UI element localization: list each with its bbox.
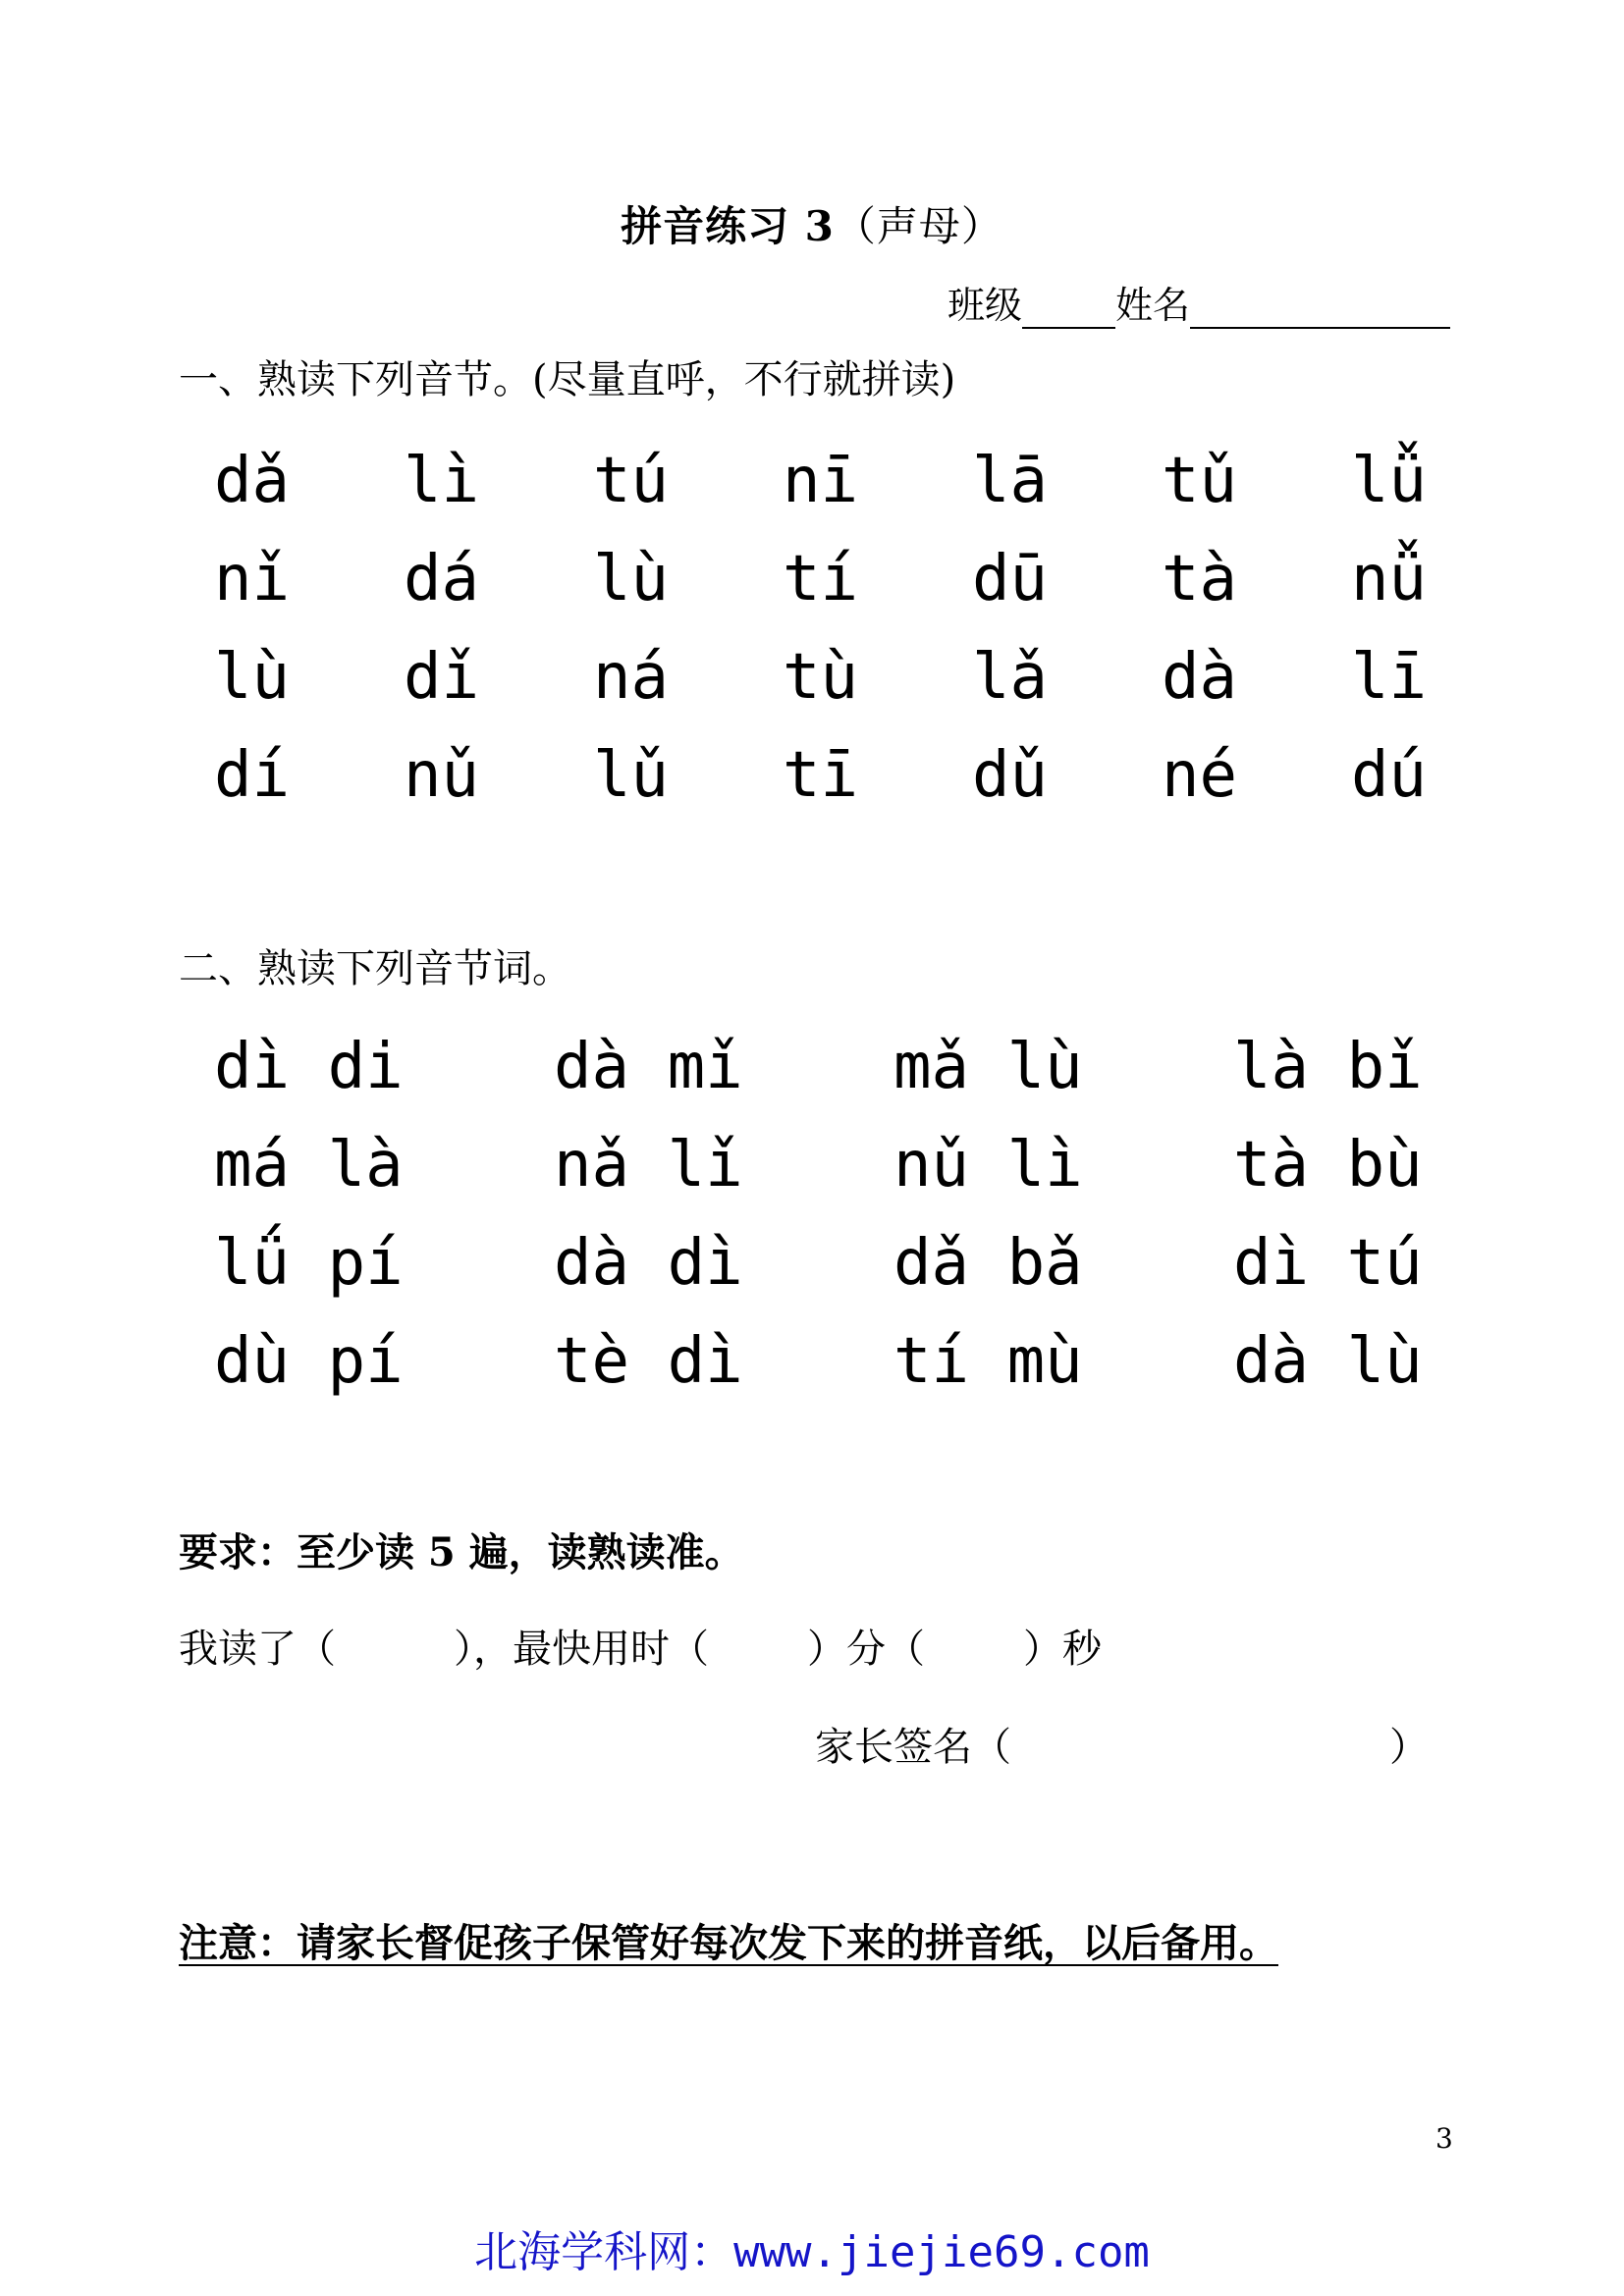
parent-note bbox=[179, 1912, 1318, 1968]
syllable: dǐ bbox=[404, 641, 480, 714]
class-name-line bbox=[947, 275, 1450, 329]
word-row bbox=[214, 1018, 1573, 1116]
parent-note-text: 注意：请家长督促孩子保管好每次发下来的拼音纸，以后备用。 bbox=[179, 1920, 1278, 1966]
reading-log-part2: ），最快用时（ bbox=[454, 1627, 709, 1672]
section2-heading: 二、熟读下列音节词。 bbox=[179, 946, 571, 991]
title-main: 拼音练习 3 bbox=[621, 202, 835, 250]
footer-watermark bbox=[0, 2216, 1624, 2279]
word: tà bù bbox=[1233, 1129, 1423, 1201]
syllable: nǚ bbox=[1351, 543, 1428, 615]
word: là bǐ bbox=[1233, 1031, 1423, 1103]
syllable: lǔ bbox=[593, 739, 670, 812]
reading-log-part1: 我读了（ bbox=[179, 1627, 336, 1672]
syllable: tà bbox=[1162, 543, 1238, 615]
section1-heading: 一、熟读下列音节。(尽量直呼，不行就拼读) bbox=[179, 357, 956, 402]
word: dì di bbox=[214, 1031, 404, 1103]
syllable: né bbox=[1162, 739, 1238, 812]
syllable: tī bbox=[783, 739, 859, 812]
requirement-text: 要求：至少读 5 遍，读熟读准。 bbox=[179, 1529, 744, 1575]
syllable: ná bbox=[593, 641, 670, 714]
word-row bbox=[214, 1312, 1573, 1411]
syllable: dǔ bbox=[972, 739, 1049, 812]
name-blank[interactable] bbox=[1190, 294, 1450, 329]
syllable: dū bbox=[972, 543, 1049, 615]
syllable: lī bbox=[1351, 641, 1428, 714]
syllable: dí bbox=[214, 739, 291, 812]
syllable: lù bbox=[214, 641, 291, 714]
footer-url[interactable]: www.jiejie69.com bbox=[733, 2227, 1150, 2277]
class-label: 班级 bbox=[947, 284, 1023, 327]
word: dì tú bbox=[1233, 1227, 1423, 1300]
footer-site: 北海学科网： bbox=[474, 2227, 734, 2277]
syllable: lǚ bbox=[1351, 445, 1428, 517]
syllable-row bbox=[214, 628, 1541, 726]
syllable: tú bbox=[593, 445, 670, 517]
syllable-row bbox=[214, 530, 1541, 628]
parent-signature-close: ） bbox=[1389, 1725, 1429, 1770]
word-row bbox=[214, 1116, 1573, 1214]
parent-signature-open: 家长签名（ bbox=[815, 1725, 1011, 1770]
word: dà dì bbox=[554, 1227, 743, 1300]
word-row bbox=[214, 1214, 1573, 1312]
syllable: nī bbox=[783, 445, 859, 517]
syllable: nǐ bbox=[214, 543, 291, 615]
syllable: dǎ bbox=[214, 445, 291, 517]
word: dà lù bbox=[1233, 1325, 1423, 1398]
syllable: tǔ bbox=[1162, 445, 1238, 517]
word-grid bbox=[214, 1018, 1573, 1411]
word: nǔ lì bbox=[893, 1129, 1083, 1201]
word: dǎ bǎ bbox=[893, 1227, 1083, 1300]
syllable: lā bbox=[972, 445, 1049, 517]
word: dù pí bbox=[214, 1325, 404, 1398]
syllable: lù bbox=[593, 543, 670, 615]
syllable: tù bbox=[783, 641, 859, 714]
syllable: lǎ bbox=[972, 641, 1049, 714]
reading-log-part3: ）分（ bbox=[807, 1627, 925, 1672]
syllable-row bbox=[214, 726, 1541, 825]
parent-signature bbox=[815, 1716, 1429, 1772]
syllable: lì bbox=[404, 445, 480, 517]
name-label: 姓名 bbox=[1115, 284, 1191, 327]
word: tè dì bbox=[554, 1325, 743, 1398]
page-title bbox=[0, 194, 1624, 253]
word: má là bbox=[214, 1129, 404, 1201]
syllable: nǔ bbox=[404, 739, 480, 812]
word: nǎ lǐ bbox=[554, 1129, 743, 1201]
syllable: dà bbox=[1162, 641, 1238, 714]
title-sub: （声母） bbox=[834, 202, 1003, 250]
syllable: tí bbox=[783, 543, 859, 615]
syllable-grid bbox=[214, 432, 1541, 825]
syllable: dá bbox=[404, 543, 480, 615]
word: tí mù bbox=[893, 1325, 1083, 1398]
reading-log-part4: ）秒 bbox=[1023, 1627, 1102, 1672]
word: mǎ lù bbox=[893, 1031, 1083, 1103]
page-number: 3 bbox=[1435, 2122, 1453, 2155]
word: dà mǐ bbox=[554, 1031, 743, 1103]
reading-log bbox=[179, 1618, 1102, 1674]
syllable: dú bbox=[1351, 739, 1428, 812]
word: lǘ pí bbox=[214, 1227, 404, 1300]
syllable-row bbox=[214, 432, 1541, 530]
class-blank[interactable] bbox=[1022, 294, 1115, 329]
